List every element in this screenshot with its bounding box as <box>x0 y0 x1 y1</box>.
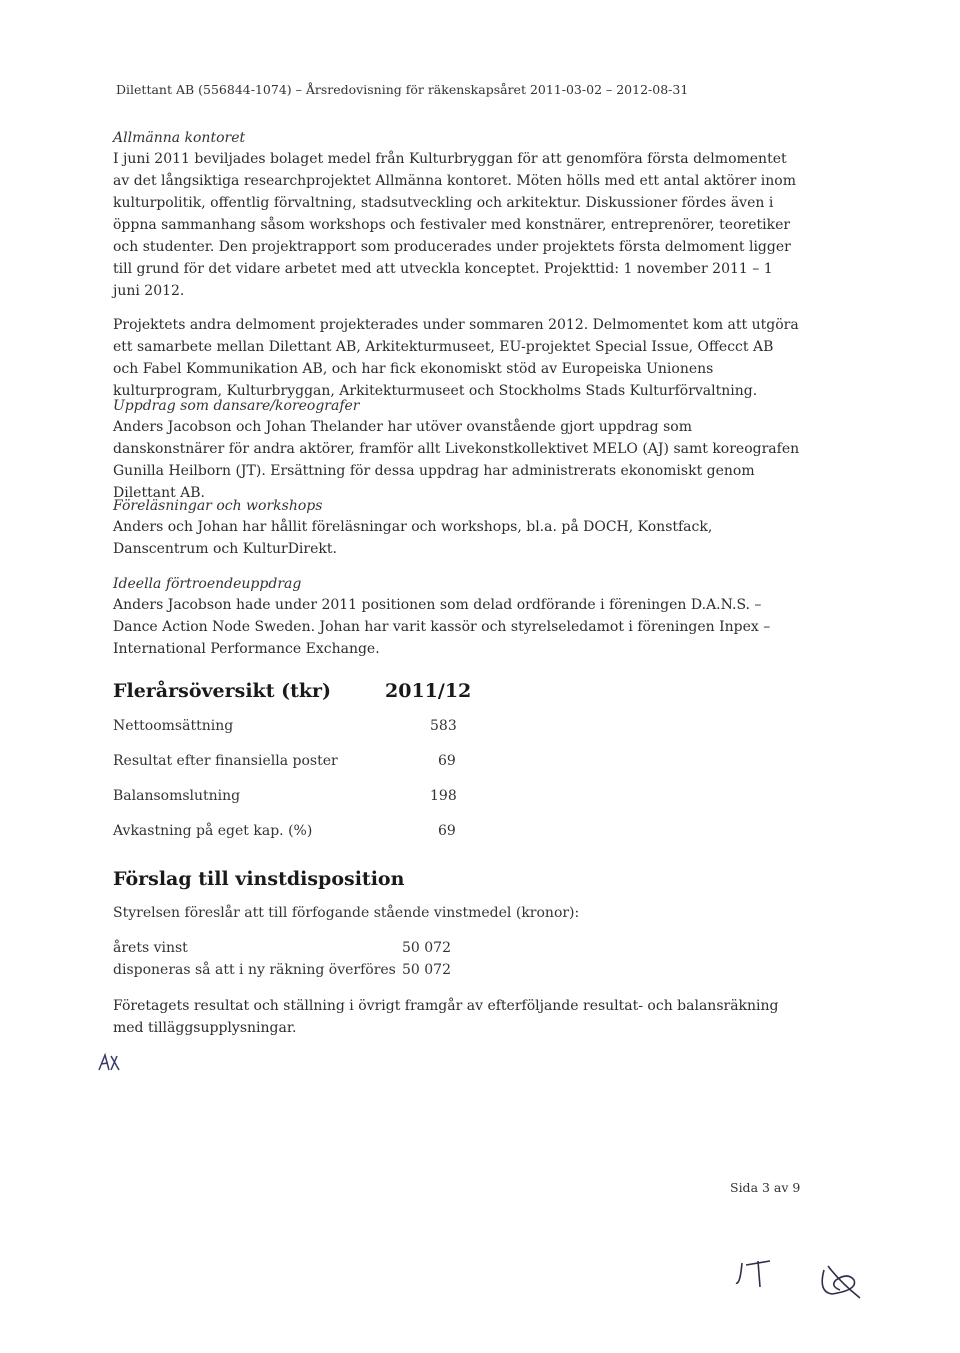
paragraph: Projektets andra delmoment projekterades under sommaren 2012. Delmomentet kom att utgöra ett samarbete mellan Dilettant AB, Arkitekturmuseet, EU-projektet Special Issue, Offecct AB och Fabel Kommunikation AB, och har fick ekonomiskt stöd av Europeiska Unionens kulturprogram, Kulturbryggan, Arkitekturmuseet och Stockholms Stads Kulturförvaltning. <box>113 317 799 399</box>
proposal-row-label: disponeras så att i ny räkning överföres <box>113 962 396 978</box>
signature-initials-right-2 <box>810 1260 870 1305</box>
paragraph: Anders Jacobson och Johan Thelander har utöver ovanstående gjort uppdrag som danskonstnärer för andra aktörer, framför allt Livekonstkollektivet MELO (AJ) samt koreografen Gunilla Heilborn (JT). Ersättning för dessa uppdrag har administrerats ekonomiskt genom Dilettant AB. <box>113 419 800 501</box>
paragraph: I juni 2011 beviljades bolaget medel från Kulturbryggan för att genomföra första delmomentet av det långsiktiga researchprojektet Allmänna kontoret. Möten hölls med ett antal aktörer inom kulturpolitik, offentlig förvaltning, stadsutveckling och arkitektur. Diskussioner fördes även i öppna sammanhang såsom workshops och festivaler med konstnärer, entreprenörer, teoretiker och studenter. Den projektrapport som producerades under projektets första delmoment ligger till grund för det vidare arbetet med att utveckla konceptet. Projekttid: 1 november 2011 – 1 juni 2012. <box>113 151 796 299</box>
summary-row-value: 69 <box>438 753 456 769</box>
summary-row-value: 198 <box>430 788 457 804</box>
summary-row-value: 583 <box>430 718 457 734</box>
summary-row-label: Balansomslutning <box>113 788 241 804</box>
section-heading: Ideella förtroendeuppdrag <box>113 576 302 592</box>
section-ideella <box>113 574 803 660</box>
section-heading: Uppdrag som dansare/koreografer <box>113 398 360 414</box>
summary-year: 2011/12 <box>385 680 472 702</box>
paragraph: Anders Jacobson hade under 2011 positionen som delad ordförande i föreningen D.A.N.S. – Dance Action Node Sweden. Johan har varit kassör och styrelseledamot i föreningen Inpex – International Performance Exchange. <box>113 597 771 657</box>
summary-row-label: Avkastning på eget kap. (%) <box>113 823 313 839</box>
summary-row-value: 69 <box>438 823 456 839</box>
page-number: Sida 3 av 9 <box>730 1180 801 1195</box>
section-heading: Allmänna kontoret <box>113 130 246 146</box>
proposal-intro: Styrelsen föreslår att till förfogande stående vinstmedel (kronor): <box>113 905 580 921</box>
page-header: Dilettant AB (556844-1074) – Årsredovisning för räkenskapsåret 2011-03-02 – 2012-08-31 <box>116 82 689 97</box>
section-uppdrag <box>113 396 803 504</box>
summary-title: Flerårsöversikt (tkr) <box>113 680 332 702</box>
signature-initials-left <box>95 1052 125 1074</box>
section-allmanna-kontoret <box>113 128 803 402</box>
proposal-row-value: 50 072 <box>402 962 451 978</box>
proposal-title: Förslag till vinstdisposition <box>113 868 405 890</box>
signature-initials-right-1 <box>730 1255 790 1295</box>
section-heading: Föreläsningar och workshops <box>113 498 323 514</box>
summary-row-label: Resultat efter finansiella poster <box>113 753 338 769</box>
section-forelasningar <box>113 496 803 560</box>
proposal-row-value: 50 072 <box>402 940 451 956</box>
paragraph: Anders och Johan har hållit föreläsningar och workshops, bl.a. på DOCH, Konstfack, Danscentrum och KulturDirekt. <box>113 519 713 557</box>
proposal-row-label: årets vinst <box>113 940 188 956</box>
summary-row-label: Nettoomsättning <box>113 718 234 734</box>
proposal-closing: Företagets resultat och ställning i övrigt framgår av efterföljande resultat- och balansräkning med tilläggsupplysningar. <box>113 998 779 1036</box>
